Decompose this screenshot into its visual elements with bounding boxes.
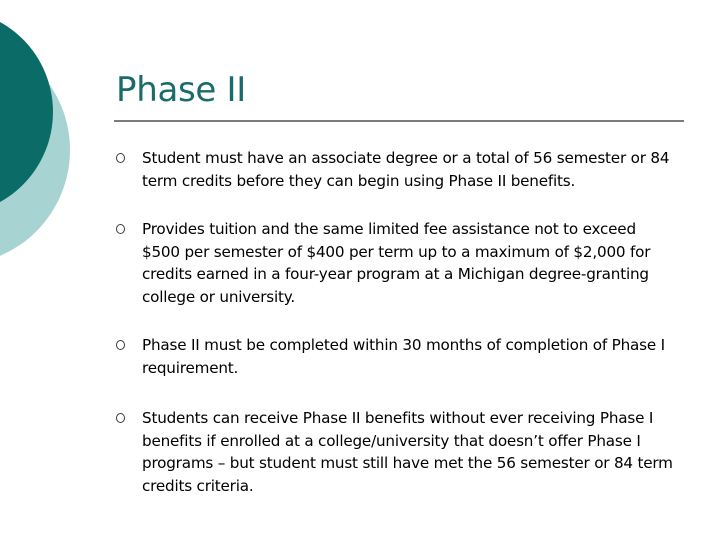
bullet-text: Students can receive Phase II benefits without ever receiving Phase I benefits if enrolled at a college/university that doesn’t offer Phase I programs – but student must still have met the 56 semester or 84 term credits criteria. (142, 409, 673, 495)
bullet-circle-icon (116, 407, 142, 429)
bullet-circle-icon (116, 334, 142, 356)
bullet-text: Phase II must be completed within 30 months of completion of Phase I requirement. (142, 336, 665, 377)
bullet-item (116, 218, 676, 308)
bullet-circle-icon (116, 218, 142, 240)
bullet-circle-icon (116, 147, 142, 169)
bullet-item (116, 334, 676, 379)
bullet-item (116, 407, 676, 497)
page-title: Phase II (116, 70, 246, 110)
bullet-text: Student must have an associate degree or a total of 56 semester or 84 term credits before they can begin using Phase II benefits. (142, 149, 670, 190)
bullet-list (116, 147, 676, 497)
bullet-item (116, 147, 676, 192)
decorative-circles (0, 0, 80, 290)
bullet-text: Provides tuition and the same limited fee assistance not to exceed $500 per semester of $400 per term up to a maximum of $2,000 for credits earned in a four-year program at a Michigan degree-granting college or university. (142, 220, 651, 306)
title-divider (114, 120, 684, 122)
